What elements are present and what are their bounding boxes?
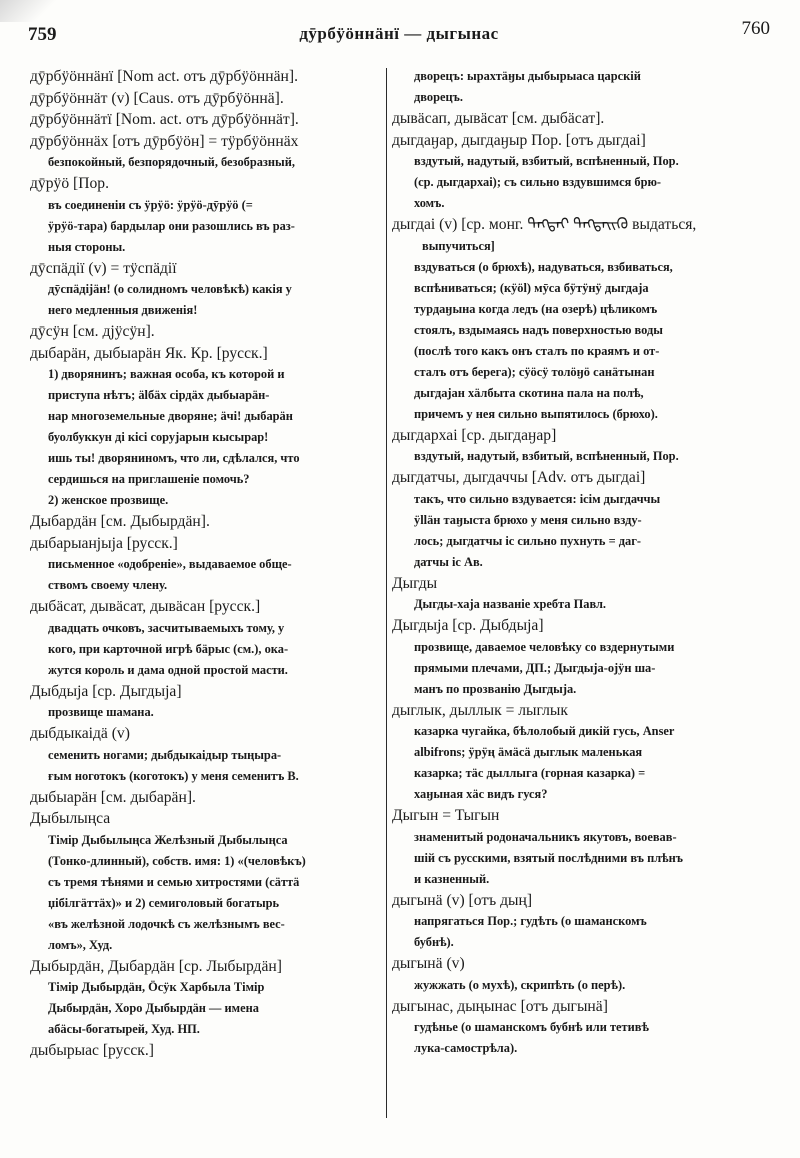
entry-definition-line: стоялъ, вздымаясь надъ поверхностью воды [414,322,663,337]
column-divider [386,68,387,1118]
entry-definition-line: письменное «одобренiе», выдаваемое обще- [48,557,292,571]
page-number-left: 759 [28,24,57,45]
entry-definition-line: Дыбырдäн, Хоро Дыбырдäн — имена [48,1001,259,1015]
entry-definition-line: такъ, что сильно вздувается: iсiм дыгдаччы [414,491,661,506]
entry-definition-line: вздутый, надутый, взбитый, вспѣненный, Пор. [414,154,679,168]
entry-headword-line: дӯрбӱӧннäтï [Nom. act. отъ дӯрбӱӧннäт]. [30,111,299,128]
entry-headword-line: Дыгды [392,574,438,592]
entry-definition-line: жутся король и дама одной простой масти. [48,662,288,677]
entry-headword-line: дӯрбӱӧннäнï [Nom act. отъ дӯрбӱӧннäн]. [30,68,298,85]
entry-definition-line: дыгдајан хäлбыта скотина пала на полѣ, [414,385,644,400]
entry-headword-line: дыгдаi (v) [ср. монг. ᠳᠡᠭᠳᠡᠢ ᠳᠡᠭᠳᠡᠢᠬᠦ выдаться, [392,216,697,233]
page-header [28,18,770,48]
entry-definition-line: Тiмiр Дыбырдäн, Ӧсӱк Харбыла Тiмiр [48,980,265,994]
entry-definition-line: казарка; тäс дыллыга (горная казарка) = [414,766,646,780]
entry-definition-line: ғым ноготокъ (коготокъ) у меня семенитъ В. [48,768,299,783]
entry-definition-line: него медленныя движенiя! [48,303,198,317]
entry-definition-line: ӱllӓн таӈыста брюхо у меня сильно взду- [414,512,642,527]
entry-definition-line: ствомъ своему члену. [48,578,168,592]
entry-headword-line: дыгдархаi [ср. дыгдаӈар] [392,426,557,444]
entry-definition-line: приступа нѣтъ; älбäх сiрдäх дыбыарäн- [48,388,270,402]
entry-definition-line: вспѣниваться; (кӱӧl) мӯса бӱтӱнӱ дыгдаја [414,280,649,295]
entry-definition-line: сталъ отъ берега); сӱӧсӱ толӧӈӧ санäтынан [414,364,655,379]
entry-definition-line: вздутый, надутый, взбитый, вспѣненный, Пор. [414,449,679,463]
entry-headword-line: Дыгын = Тыгын [392,807,500,824]
entry-headword-line: дыглык, дыллык = лыглык [392,701,568,719]
entry-headword-line: дыбырыас [русск.] [30,1042,154,1059]
entry-definition-line: ломъ», Худ. [48,937,113,952]
entry-definition-line: дворецъ: ырахтäӈы дыбырыаса царскiй [414,69,641,83]
entry-headword-line: Дыбардäн [см. Дыбырдäн]. [30,513,210,530]
entry-headword-line: дыгдатчы, дыгдаччы [Adv. отъ дыгдаi] [392,469,646,486]
entry-definition-line: лось; дыгдатчы iс сильно пухнуть = даг- [414,533,641,548]
entry-headword-line: дыгынас, дыңынас [отъ дыгынä] [392,997,608,1015]
entry-definition-line: (ср. дыгдархаi); съ сильно вздувшимся брю- [414,175,662,189]
entry-definition-line: бубнѣ). [414,935,454,949]
entry-definition-line: ныя стороны. [48,239,126,254]
entry-headword-line: дыбдыкаiдä (v) [30,725,130,742]
entry-headword-line: Дыбырдäн, Дыбардäн [ср. Лыбырдäн] [30,957,282,975]
entry-headword-line: Дыбылыңса [30,810,111,827]
entry-definition-line: сердишься на приглашенiе помочь? [48,472,250,486]
entry-definition-line: жужжать (о мухѣ), скрипѣть (о перѣ). [414,977,626,992]
entry-headword-line: Дыбдыја [ср. Дыгдыја] [30,682,182,700]
entry-definition-line: «въ желѣзной лодочкѣ съ желѣзнымъ вес- [48,916,285,931]
entry-definition-line: шiй съ русскими, взятый послѣдними въ плѣнъ [414,850,683,865]
entry-headword-line: дыбäсат, дывäсат, дывäсан [русск.] [30,598,261,615]
entry-definition-line: семенить ногами; дыбдыкаiдыр тыңыра- [48,747,282,762]
entry-headword-line: дывäсап, дывäсат [см. дыбäсат]. [392,110,605,127]
entry-definition-line: вздуваться (о брюхѣ), надуваться, взбиваться, [414,259,673,274]
entry-headword-line: дӯспäдiї (v) = тӱспäдiї [30,259,177,277]
entry-definition-line: 1) дворянинъ; важная особа, къ которой и [48,367,285,381]
entry-definition-line: Тiмiр Дыбылыңса Желѣзный Дыбылыңса [48,832,288,847]
entry-definition-line: безпокойный, безпорядочный, безобразный, [48,155,295,169]
entry-definition-line: гудѣнье (о шаманскомъ бубнѣ или тетивѣ [414,1020,649,1034]
entry-definition-line: 2) женское прозвище. [48,493,169,507]
entry-definition-line: џiбiлгäттäх)» и 2) семиголовый богатырь [48,895,280,910]
entry-headword-line: Дыгдыја [ср. Дыбдыја] [392,617,544,634]
running-title: дӯрбӱӧннäнï — дыгынас [299,24,499,43]
entry-definition-line: (послѣ того какъ онъ сталъ по краямъ и от- [414,343,660,358]
entry-definition-line: абäсы-богатырей, Худ. НП. [48,1022,200,1036]
entry-definition-line: турдаӈына когда ледъ (на озерѣ) цѣликомъ [414,301,658,316]
entry-definition-line: казарка чугайка, бѣлолобый дикiй гусь, Anser [414,724,675,738]
entry-definition-line: лука-самострѣла). [414,1041,518,1055]
entry-headword-line: дыгынä (v) [392,955,465,972]
entry-definition-line: въ соединенiи съ ӱрӱӧ: ӱрӱӧ-дӯрӱӧ (= [48,197,253,212]
entry-headword-line: дыбарыанjыја [русск.] [30,534,178,552]
entry-headword-line: дыгынä (v) [отъ дың] [392,891,533,909]
entry-headword-line: дӯсӱн [см. дјӱсӱн]. [30,323,155,340]
entry-definition-line: дворецъ. [414,90,463,104]
entry-definition-line: буолбуккун дi кiсi соруjарын кысырар! [48,430,269,444]
entry-definition-line: двадцать очковъ, засчитываемыхъ тому, у [48,620,285,635]
entry-headword-line: дыбарäн, дыбыарäн Як. Кр. [русск.] [30,344,268,362]
entry-definition-line: ӱрӱӧ-тара) бардылар они разошлись въ раз- [48,218,295,233]
left-column [30,66,380,1062]
entry-headword-line: дыбыарäн [см. дыбарäн]. [30,788,196,806]
entry-definition-line: нар многоземельные дворяне; äчi! дыбарäн [48,409,293,423]
entry-definition-line: ишь ты! дворяниномъ, что ли, сдѣлался, что [48,451,300,465]
entry-definition-line: кого, при карточной игрѣ бäрыс (см.), ока- [48,641,289,656]
entry-definition-line: съ тремя тѣнями и семью хитростями (сäттä [48,874,300,889]
entry-definition-line: датчы iс Ав. [414,554,483,569]
entry-definition-line: и казненный. [414,871,490,886]
entry-definition-line: причемъ у нея сильно выпятилось (брюхо). [414,406,658,421]
entry-definition-line: хаӈыная хäс видъ гуся? [414,787,548,801]
entry-definition-line: хомъ. [414,196,445,210]
entry-headword-line: дӯрбӱӧннäт (v) [Caus. отъ дӯрбӱӧннӓ]. [30,89,284,107]
entry-definition-line: прозвище шамана. [48,705,154,719]
entry-definition-line: прозвище, даваемое человѣку со вздернутыми [414,639,675,654]
entry-definition-line: (Тонко-длинный), собств. имя: 1) «(человѣкъ) [48,853,306,868]
entry-headword-line: дыгдаӈар, дыгдаӈыр Пор. [отъ дыгдаi] [392,131,646,149]
entry-definition-line: знаменитый родоначальникъ якутовъ, воевав- [414,829,677,844]
entry-definition-line: albifrons; ӱрӱң äмäсä дыглык маленькая [414,745,643,759]
entry-definition-line: выпучиться] [422,238,495,253]
entry-definition-line: Дыгды-хаја названiе хребта Павл. [414,597,607,611]
entry-definition-line: прямыми плечами, ДП.; Дыгдыја-оjӱн ша- [414,660,656,675]
right-column [392,66,776,1059]
entry-headword-line: дӯрбӱӧннäх [отъ дӯрбӱӧн] = тӱрбӱӧннäх [30,132,299,150]
entry-headword-line: дӯрӱӧ [Пор. [30,175,109,192]
entry-definition-line: дӯспäдiјäн! (о солидномъ человѣкѣ) какiя у [48,282,292,296]
page-number-right: 760 [741,18,770,39]
entry-definition-line: напрягаться Пор.; гудѣть (о шаманскомъ [414,914,647,928]
entry-definition-line: манъ по прозванiю Дыгдыја. [414,681,577,696]
